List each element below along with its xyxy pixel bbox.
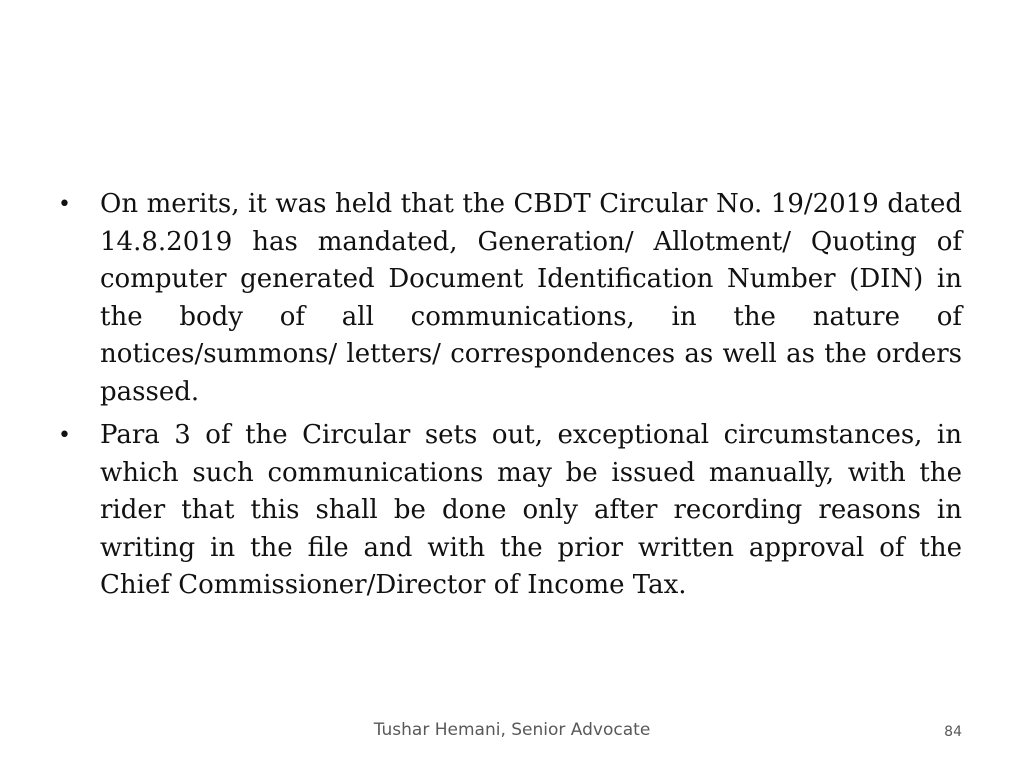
footer-author: Tushar Hemani, Senior Advocate xyxy=(373,720,651,740)
bullet-text: On merits, it was held that the CBDT Circular No. 19/2019 dated 14.8.2019 has mandated, Generation/ Allotment/ Quoting of computer generated Document Identification Number (DIN) in the body of all communications, in the nature of notices/summons/ letters/ correspondences as well as the orders passed. xyxy=(100,189,962,407)
bullet-item xyxy=(56,417,962,605)
page-number: 84 xyxy=(944,724,962,740)
bullet-item xyxy=(56,186,962,411)
bullet-text: Para 3 of the Circular sets out, exceptional circumstances, in which such communications may be issued manually, with the rider that this shall be done only after recording reasons in writing in the file and with the prior written approval of the Chief Commissioner/Director of Income Tax. xyxy=(100,420,962,600)
bullet-icon: • xyxy=(58,423,71,448)
bullet-icon: • xyxy=(58,192,71,217)
slide-body xyxy=(56,186,962,611)
